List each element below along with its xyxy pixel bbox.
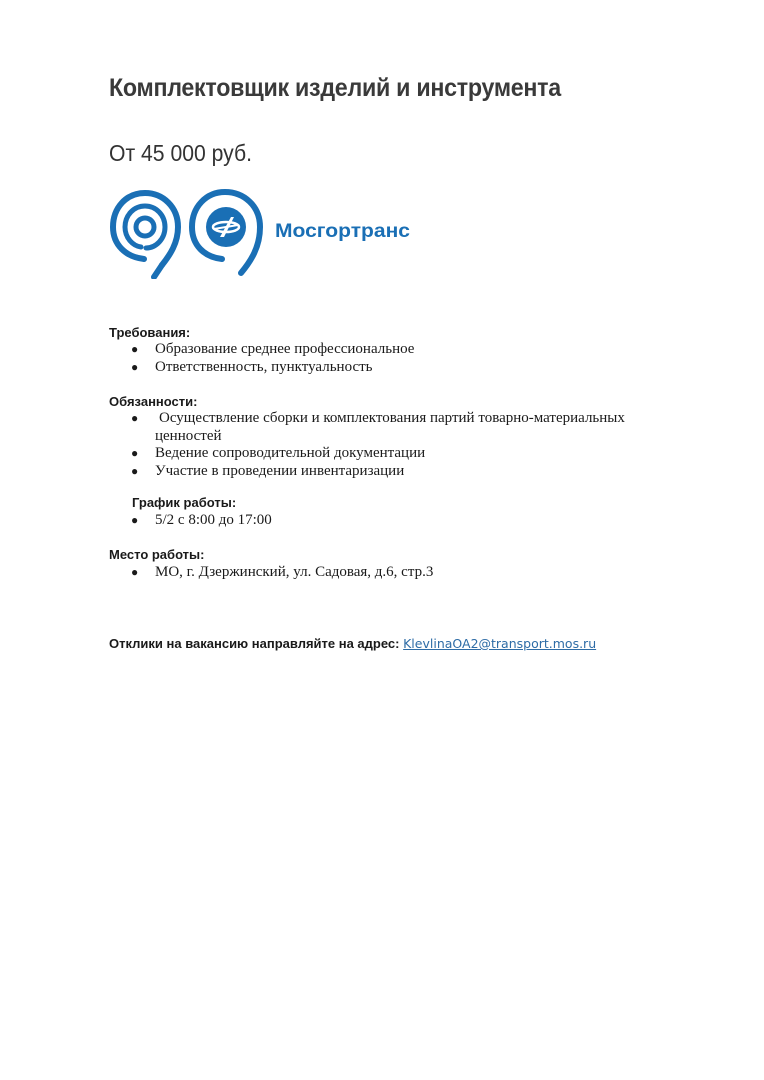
- contact-label: Отклики на вакансию направляйте на адрес:: [109, 636, 400, 651]
- list-item: ● Осуществление сборки и комплектования партий товарно-материальных ценностей: [131, 410, 625, 444]
- list-item: ● МО, г. Дзержинский, ул. Садовая, д.6, стр.3: [131, 564, 434, 580]
- emblem-vehicle-icon: [192, 192, 260, 273]
- schedule-list: [109, 512, 665, 530]
- location-list: [109, 564, 665, 582]
- list-item: ● Ответственность, пунктуальность: [131, 358, 373, 375]
- bullet-icon: ●: [131, 463, 139, 478]
- list-item: ● Участие в проведении инвентаризации: [131, 462, 405, 479]
- email-link[interactable]: KlevlinaOA2@transport.mos.ru: [403, 636, 597, 651]
- requirements-heading: Требования:: [109, 325, 191, 340]
- duties-heading: Обязанности:: [109, 394, 198, 409]
- bullet-icon: ●: [131, 411, 139, 425]
- contact-line: [109, 636, 596, 651]
- salary: От 45 000 руб.: [109, 140, 252, 166]
- mosgortrans-logo: [108, 187, 418, 279]
- bullet-icon: ●: [131, 342, 139, 356]
- requirements-list: [109, 341, 665, 376]
- logo-text: Мосгортранс: [275, 221, 411, 242]
- vacancy-title: Комплектовщик изделий и инструмента: [109, 74, 561, 102]
- bullet-icon: ●: [131, 359, 139, 374]
- bullet-icon: ●: [131, 513, 139, 527]
- location-heading: Место работы:: [109, 547, 205, 562]
- duties-list: [109, 410, 665, 480]
- emblem-rings-icon: [113, 193, 178, 277]
- bullet-icon: ●: [131, 446, 139, 460]
- list-item: ● Ведение сопроводительной документации: [131, 445, 426, 461]
- bullet-icon: ●: [131, 565, 139, 579]
- schedule-heading: График работы:: [132, 495, 237, 510]
- list-item: ● 5/2 с 8:00 до 17:00: [131, 512, 272, 528]
- list-item: ● Образование среднее профессиональное: [131, 341, 415, 357]
